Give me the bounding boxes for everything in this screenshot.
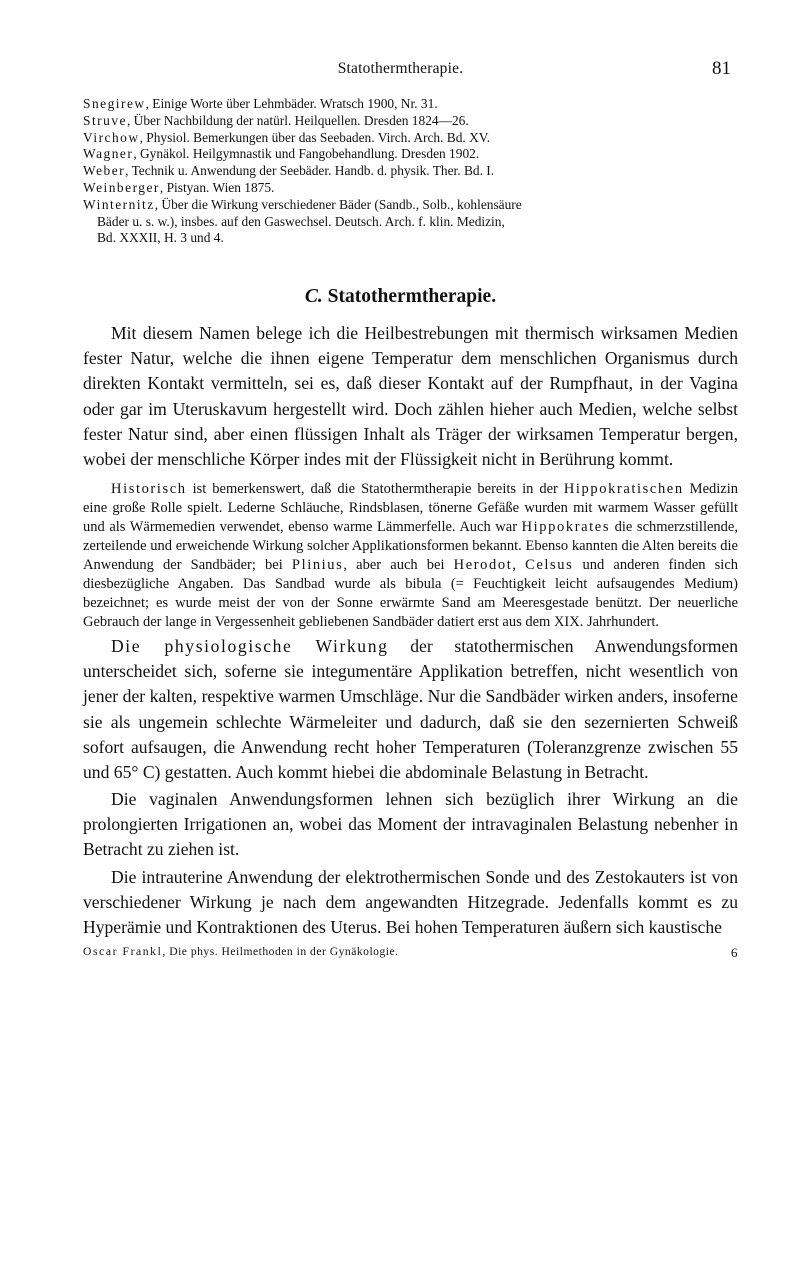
- emphasis-herodot: Herodot: [453, 557, 513, 573]
- footer-text: , Die phys. Heilmethoden in der Gynäkologie.: [162, 945, 399, 958]
- reference-author: Snegirew: [83, 96, 146, 111]
- emphasis-hippokratischen: Hippokratischen: [563, 481, 684, 497]
- reference-text: , Physiol. Bemerkungen über das Seebaden. Virch. Arch. Bd. XV.: [139, 129, 491, 145]
- section-title: Statothermtherapie.: [327, 286, 497, 307]
- text-run: , aber auch bei: [343, 557, 454, 573]
- reference-author: Weinberger: [83, 179, 160, 195]
- reference-item: [83, 197, 738, 247]
- footer: [83, 945, 738, 958]
- history-paragraph: [83, 480, 738, 632]
- section-heading: [0, 286, 801, 308]
- paragraph-text: Die vaginalen Anwendungsformen lehnen sich bezüglich ihrer Wirkung an die prolongierten Irrigationen an, wobei das Moment der intravaginalen Belastung nebenher in Betracht zu ziehen ist.: [83, 789, 738, 860]
- text-run: der statothermischen Anwendungsformen unterscheidet sich, soferne sie integumentäre Applikation betreffen, nicht wesentlich von jener der kalten, respektive warmen Umschläge. Nur die Sandbäder wirken anders, insoferne sie als ungemein schlechte Wärmeleiter und dadurch, daß sie den sezernierten Schweiß sofort aufsaugen, die Anwendung recht hoher Temperaturen (Toleranzgrenze zwischen 55 und 65° C) gestatten. Auch kommt hiebei die abdominale Belastung in Betracht.: [83, 636, 738, 783]
- reference-author: Virchow: [83, 129, 140, 145]
- reference-item: [83, 96, 738, 113]
- running-title: Statothermtherapie.: [337, 60, 464, 77]
- text-run: ist bemerkenswert, daß die Statothermtherapie bereits in der: [186, 481, 564, 497]
- text-run: Medizin eine große Rolle spielt. Lederne Schläuche, Rindsblasen, tönerne Gefäße wurden mit warmem Wasser gefüllt und als Wärmemedien verwendet, ebenso warme Lämmerfelle. Auch war: [83, 481, 738, 535]
- paragraph-text: Mit diesem Namen belege ich die Heilbestrebungen mit thermisch wirksamen Medien fester Natur, welche die ihnen eigene Temperatur dem menschlichen Organismus durch direkten Kontakt vermitteln, sei es, daß dieser Kontakt auf der Rumpfhaut, in der Vagina oder gar im Uteruskavum hergestellt wird. Doch zählen hieher auch Medien, welche selbst fester Natur sind, aber einen flüssigen Inhalt als Träger der wirksamen Temperatur bergen, wobei der menschliche Körper indes mit der Flüssigkeit nicht in Berührung kommt.: [83, 323, 738, 470]
- emphasis-physiologische-wirkung: Die physiologische Wirkung: [111, 636, 389, 656]
- text-run: die schmerzstillende, zerteilende und erweichende Wirkung solcher Applikationsformen bekannt. Ebenso kannten die Alten bereits die Anwendung der Sandbäder; bei: [83, 519, 738, 573]
- reference-item: [83, 146, 738, 163]
- emphasis-celsus: Celsus: [525, 557, 574, 573]
- reference-author: Weber: [83, 163, 126, 179]
- paragraph-text: [83, 480, 738, 632]
- reference-continuation: Bd. XXXII, H. 3 und 4.: [97, 230, 224, 246]
- section-letter: C.: [304, 286, 323, 307]
- emphasis-hippokrates: Hippokrates: [521, 519, 611, 535]
- footer-author: Oscar Frankl: [83, 945, 163, 958]
- reference-list: [83, 96, 738, 247]
- reference-text: , Über die Wirkung verschiedener Bäder (Sandb., Solb., kohlensäure: [154, 196, 522, 212]
- reference-text: , Pistyan. Wien 1875.: [159, 179, 275, 195]
- reference-text: , Über Nachbildung der natürl. Heilquellen. Dresden 1824—26.: [126, 112, 469, 128]
- reference-text: , Technik u. Anwendung der Seebäder. Handb. d. physik. Ther. Bd. I.: [125, 163, 495, 179]
- text-run: ,: [512, 557, 526, 573]
- reference-author: Struve: [83, 112, 127, 128]
- reference-text: , Einige Worte über Lehmbäder. Wratsch 1900, Nr. 31.: [145, 96, 438, 111]
- reference-item: [83, 113, 738, 130]
- reference-item: [83, 163, 738, 180]
- physiology-paragraph: [83, 634, 738, 785]
- emphasis-historisch: Historisch: [111, 481, 187, 497]
- intrauterine-paragraph: [83, 865, 738, 941]
- paragraph-text: [83, 634, 738, 785]
- signature-mark: 6: [731, 945, 738, 960]
- paragraph-text: Die intrauterine Anwendung der elektrothermischen Sonde und des Zestokauters ist von verschiedener Wirkung je nach dem angewandten Hitzegrade. Jedenfalls kommt es zu Hyperämie und Kontraktionen des Uterus. Bei hohen Temperaturen äußern sich kaustische: [83, 867, 738, 938]
- vaginal-paragraph: [83, 787, 738, 863]
- text-run: und anderen finden sich diesbezügliche Angaben. Das Sandbad wurde als bibula (= Feuchtigkeit leicht aufsaugendes Medium) bezeichnet; es wurde meist der von der Sonne erwärmte Sand am Meeresgestade benützt. Der neuerliche Gebrauch der lange in Vergessenheit gebliebenen Sandbäder datiert erst aus dem XIX. Jahrhundert.: [83, 557, 739, 630]
- page-number: 81: [712, 58, 731, 79]
- emphasis-plinius: Plinius: [291, 557, 344, 573]
- reference-item: [83, 180, 738, 197]
- reference-author: Winternitz: [83, 196, 155, 212]
- running-head: [0, 60, 801, 84]
- body-paragraph: [83, 321, 738, 472]
- reference-author: Wagner: [83, 146, 134, 162]
- reference-text: , Gynäkol. Heilgymnastik und Fangobehandlung. Dresden 1902.: [133, 146, 480, 162]
- reference-continuation: Bäder u. s. w.), insbes. auf den Gaswechsel. Deutsch. Arch. f. klin. Medizin,: [97, 213, 505, 229]
- reference-item: [83, 130, 738, 147]
